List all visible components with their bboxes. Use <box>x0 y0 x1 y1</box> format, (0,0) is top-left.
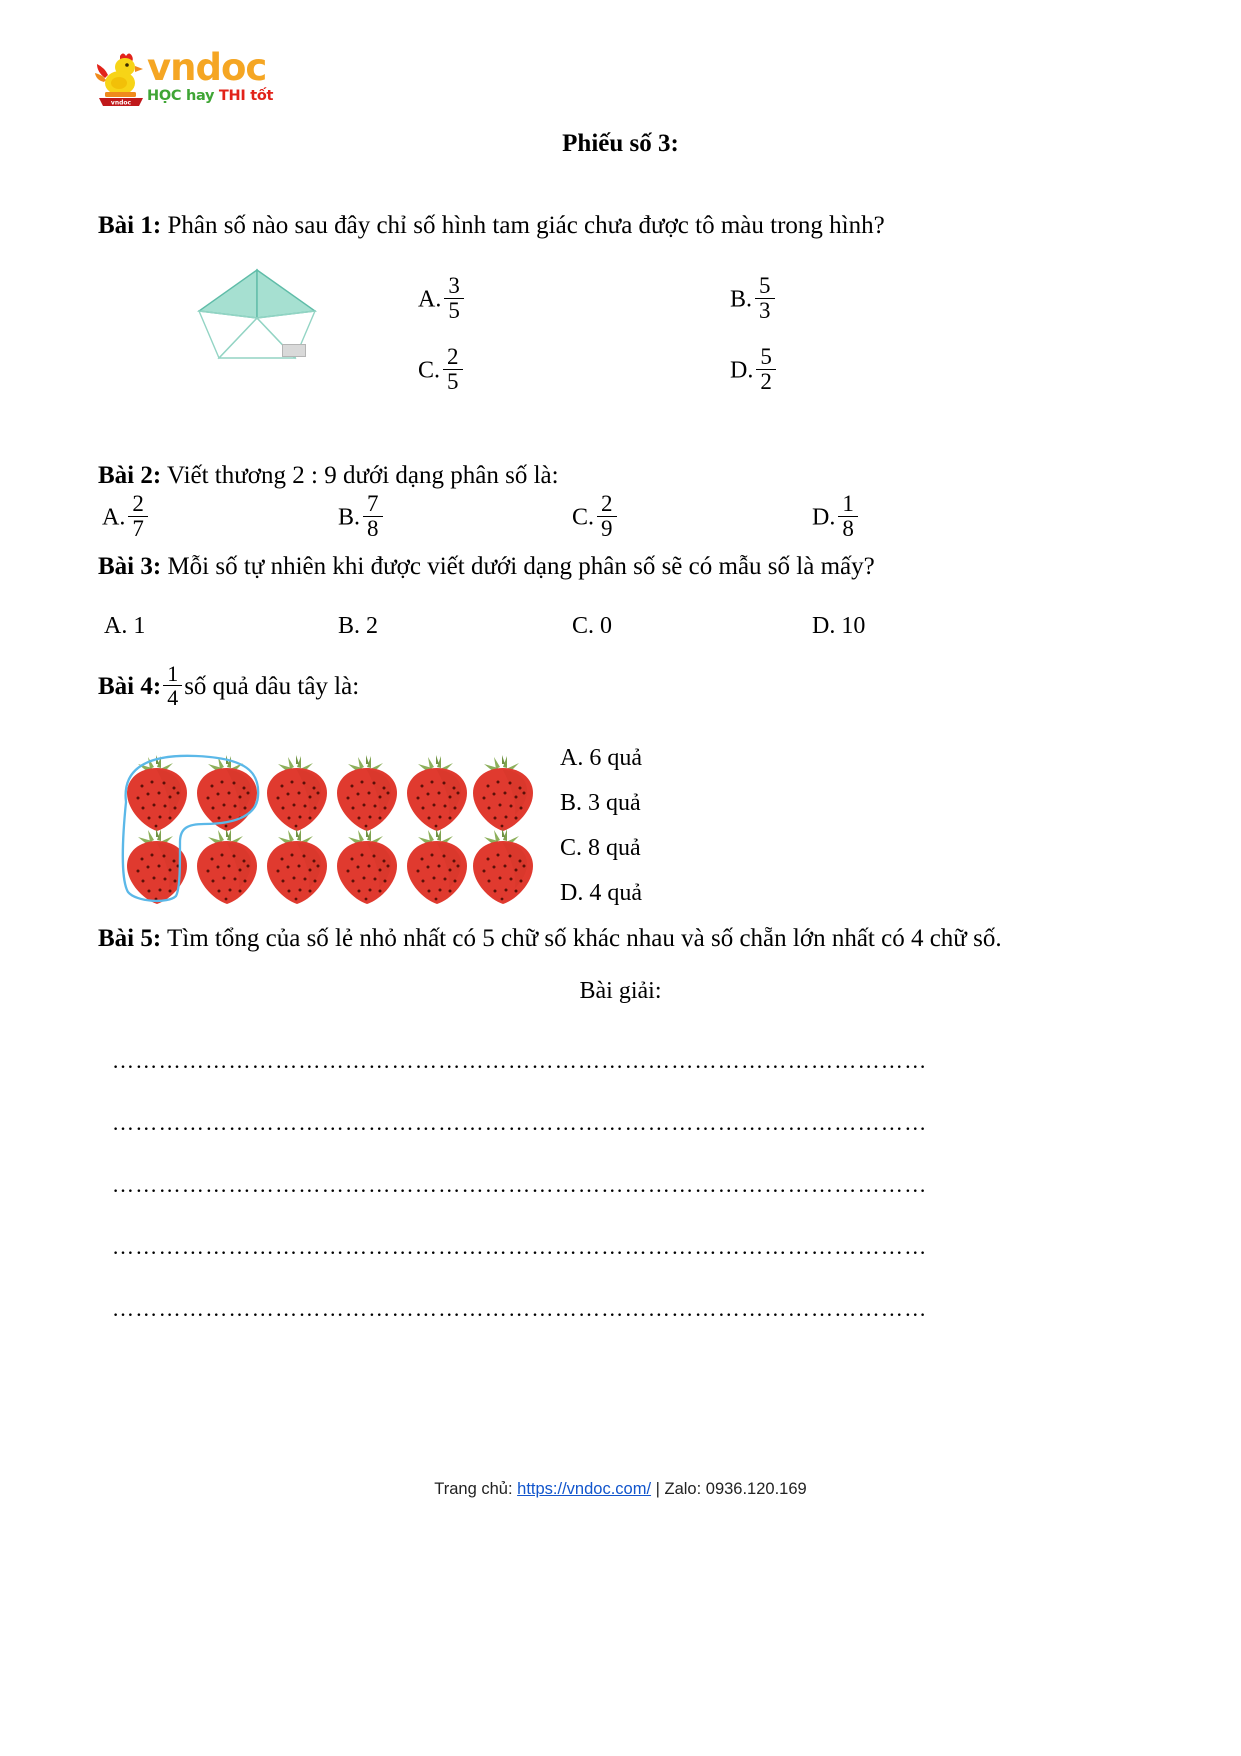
option-d-key: D. <box>560 880 584 906</box>
option-b-key: B. <box>730 286 753 313</box>
footer-prefix: Trang chủ: <box>434 1480 518 1498</box>
question-3-label: Bài 3: <box>98 553 162 580</box>
answer-line-3[interactable]: …………………………………………………………………………………………… <box>112 1172 928 1197</box>
option-d-fraction: $\frac{5}{2}$ <box>756 345 776 394</box>
question-2-option-b[interactable] <box>338 492 386 541</box>
question-5-text: Tìm tổng của số lẻ nhỏ nhất có 5 chữ số khác nhau và số chẵn lớn nhất có 4 chữ số. <box>167 925 1002 952</box>
option-d-key: D. <box>730 357 754 384</box>
option-c-key: C. <box>572 504 595 531</box>
question-2-option-a[interactable] <box>102 492 151 541</box>
question-4-option-a[interactable] <box>560 745 642 772</box>
question-1-option-b[interactable] <box>730 274 778 323</box>
option-c-fraction: $\frac{2}{9}$ <box>597 492 617 541</box>
question-2-option-c[interactable] <box>572 492 620 541</box>
question-4-label: Bài 4: <box>98 673 162 701</box>
option-a-value: 1 <box>133 613 146 639</box>
option-d-fraction: $\frac{1}{8}$ <box>838 492 858 541</box>
question-1-option-a[interactable] <box>418 274 467 323</box>
logo-tagline-red: THI tốt <box>218 88 274 104</box>
question-5-label: Bài 5: <box>98 925 162 952</box>
option-d-key: D. <box>812 504 836 531</box>
option-b-fraction: $\frac{7}{8}$ <box>363 492 383 541</box>
option-c-key: C. <box>572 613 595 639</box>
option-a-key: A. <box>104 613 128 639</box>
page-footer <box>0 1480 1241 1499</box>
option-a-key: A. <box>102 504 126 531</box>
logo-word: vndoc <box>147 46 267 89</box>
question-2-text: Viết thương 2 : 9 dưới dạng phân số là: <box>167 462 559 489</box>
option-d-key: D. <box>812 613 836 639</box>
option-a-key: A. <box>560 745 584 771</box>
question-4-option-d[interactable] <box>560 880 642 907</box>
footer-suffix: | Zalo: 0936.120.169 <box>651 1480 807 1498</box>
option-b-key: B. <box>338 504 361 531</box>
question-3-option-b[interactable] <box>338 613 378 640</box>
question-2-prompt <box>98 462 559 490</box>
logo-wordmark <box>147 48 273 105</box>
question-4-fraction: $\frac{1}{4}$ <box>163 662 182 709</box>
question-5-prompt <box>98 925 1002 953</box>
question-1-option-d[interactable] <box>730 345 779 394</box>
option-a-key: A. <box>418 286 442 313</box>
page-title: Phiếu số 3: <box>562 130 679 157</box>
option-a-fraction: $\frac{2}{7}$ <box>128 492 148 541</box>
option-c-key: C. <box>560 835 583 861</box>
question-1-label: Bài 1: <box>98 212 162 239</box>
question-2-label: Bài 2: <box>98 462 162 489</box>
rooster-mascot-icon <box>95 50 147 112</box>
question-4-prompt <box>98 662 359 709</box>
footer-homepage-link[interactable]: https://vndoc.com/ <box>517 1480 652 1498</box>
logo-tagline-green: HỌC hay <box>147 88 215 104</box>
image-selection-handle[interactable] <box>282 344 306 357</box>
solution-heading: Bài giải: <box>579 978 662 1004</box>
option-c-key: C. <box>418 357 441 384</box>
logo-tagline <box>147 88 273 105</box>
option-b-value: 3 quả <box>588 790 641 816</box>
svg-text:vndoc: vndoc <box>110 99 132 107</box>
option-d-value: 4 quả <box>589 880 642 906</box>
option-c-fraction: $\frac{2}{5}$ <box>443 345 463 394</box>
option-d-value: 10 <box>841 613 866 639</box>
question-1-text: Phân số nào sau đây chỉ số hình tam giác chưa được tô màu trong hình? <box>167 212 885 239</box>
answer-line-4[interactable]: …………………………………………………………………………………………… <box>112 1234 928 1259</box>
question-3-option-c[interactable] <box>572 613 612 640</box>
option-a-fraction: $\frac{3}{5}$ <box>444 274 464 323</box>
question-1-option-c[interactable] <box>418 345 466 394</box>
option-c-value: 8 quả <box>588 835 641 861</box>
answer-line-5[interactable]: …………………………………………………………………………………………… <box>112 1296 928 1321</box>
question-3-text: Mỗi số tự nhiên khi được viết dưới dạng phân số sẽ có mẫu số là mấy? <box>167 553 875 580</box>
option-b-fraction: $\frac{5}{3}$ <box>755 274 775 323</box>
question-4-option-c[interactable] <box>560 835 641 862</box>
question-3-option-d[interactable] <box>812 613 865 640</box>
question-4-text: số quả dâu tây là: <box>184 673 360 701</box>
question-2-option-d[interactable] <box>812 492 861 541</box>
option-b-value: 2 <box>366 613 379 639</box>
question-3-option-a[interactable] <box>104 613 145 640</box>
question-1-prompt <box>98 212 885 240</box>
vndoc-logo[interactable] <box>95 48 275 118</box>
option-c-value: 0 <box>600 613 613 639</box>
answer-line-1[interactable]: …………………………………………………………………………………………… <box>112 1048 928 1073</box>
option-b-key: B. <box>338 613 361 639</box>
option-b-key: B. <box>560 790 583 816</box>
strawberries-figure <box>118 750 548 908</box>
question-4-option-b[interactable] <box>560 790 641 817</box>
answer-line-2[interactable]: …………………………………………………………………………………………… <box>112 1110 928 1135</box>
question-3-prompt <box>98 553 875 581</box>
option-a-value: 6 quả <box>589 745 642 771</box>
